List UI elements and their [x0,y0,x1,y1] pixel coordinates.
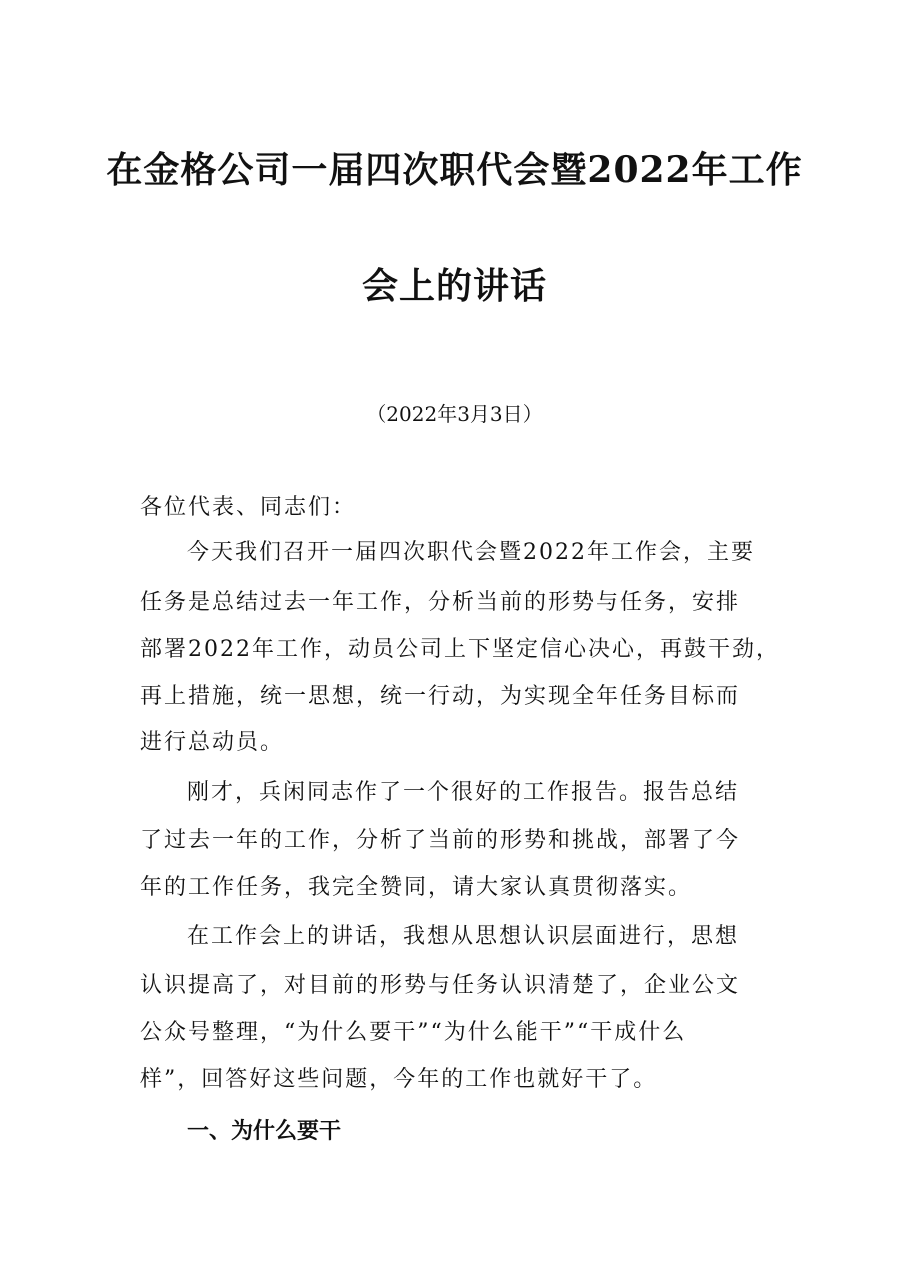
document-title-line-1: 在金格公司一届四次职代会暨2022年工作 [106,149,803,191]
salutation: 各位代表、同志们： [140,495,357,520]
paragraph-1-line-5: 进行总动员。 [140,730,285,755]
paragraph-2-line-2: 了过去一年的工作，分析了当前的形势和挑战，部署了今 [140,828,741,853]
paragraph-2-line-1: 刚才，兵闲同志作了一个很好的工作报告。报告总结 [187,780,740,805]
section-heading: 一、为什么要干 [187,1119,342,1144]
document-date: （2022年3月3日） [366,402,543,426]
paragraph-3-line-3: 公众号整理，“为什么要干”“为什么能干”“干成什么 [140,1020,687,1045]
document-title-line-2: 会上的讲话 [361,265,547,307]
paragraph-3-line-1: 在工作会上的讲话，我想从思想认识层面进行，思想 [187,924,740,949]
paragraph-3-line-2: 认识提高了，对目前的形势与任务认识清楚了，企业公文 [140,973,741,998]
paragraph-1-line-3: 部署2022年工作，动员公司上下坚定信心决心，再鼓干劲， [140,637,780,662]
paragraph-1-line-2: 任务是总结过去一年工作，分析当前的形势与任务，安排 [140,590,741,615]
paragraph-1-line-4: 再上措施，统一思想，统一行动，为实现全年任务目标而 [140,684,741,709]
paragraph-3-line-4: 样”，回答好这些问题，今年的工作也就好干了。 [140,1067,658,1092]
paragraph-2-line-3: 年的工作任务，我完全赞同，请大家认真贯彻落实。 [140,875,693,900]
paragraph-1-line-1: 今天我们召开一届四次职代会暨2022年工作会，主要 [187,540,755,565]
